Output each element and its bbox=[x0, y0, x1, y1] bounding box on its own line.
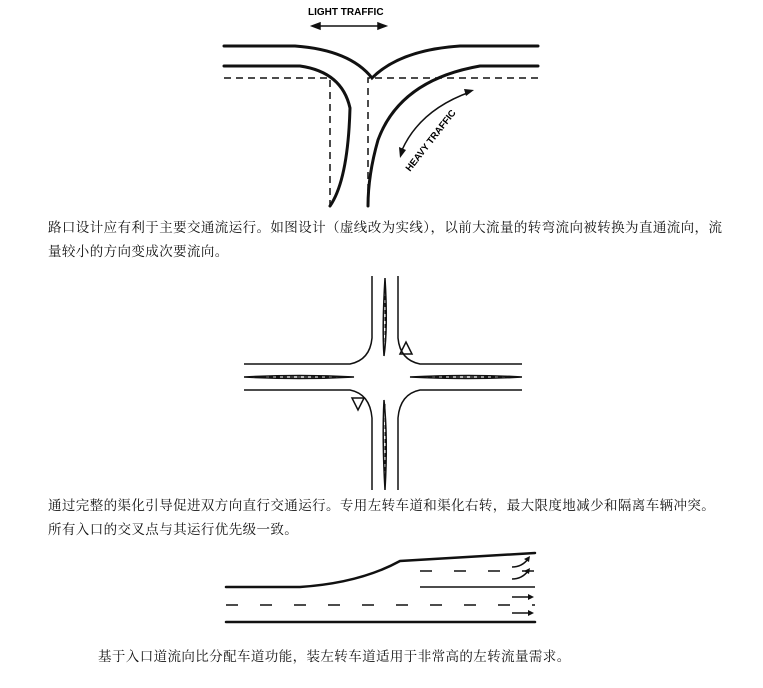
heavy-traffic-label: HEAVY TRAFFIC bbox=[403, 107, 459, 174]
diagram-channelized-intersection bbox=[0, 268, 763, 493]
diagram2-caption: 通过完整的渠化引导促进双方向直行交通运行。专用左转车道和渠化右转，最大限度地减少和隔离车辆冲突。所有入口的交叉点与其运行优先级一致。 bbox=[48, 498, 716, 538]
corner-se bbox=[398, 390, 522, 490]
main-road-right-curve bbox=[368, 66, 538, 206]
diagram-t-intersection bbox=[0, 0, 763, 215]
corner-ne bbox=[398, 276, 522, 364]
main-road-top-edge bbox=[224, 46, 538, 78]
corner-nw bbox=[244, 276, 372, 364]
approach-top-edge bbox=[226, 553, 535, 587]
island-sw bbox=[352, 398, 364, 410]
old-alignment-right-dashed bbox=[368, 78, 538, 206]
diagram1-caption: 路口设计应有利于主要交通流运行。如图设计（虚线改为实线），以前大流量的转弯流向被转换为直通流向，流量较小的方向变成次要流向。 bbox=[48, 220, 723, 260]
old-alignment-left-dashed bbox=[224, 78, 330, 206]
corner-sw bbox=[244, 390, 372, 490]
diagram3-caption: 基于入口道流向比分配车道功能，装左转车道适用于非常高的左转流量需求。 bbox=[98, 649, 571, 665]
diagram-approach-lanes bbox=[0, 545, 763, 630]
left-turn-arrow-2 bbox=[512, 571, 528, 579]
light-traffic-label: LIGHT TRAFFIC bbox=[308, 7, 384, 18]
left-turn-arrow-1 bbox=[512, 559, 528, 567]
main-road-left-curve bbox=[224, 66, 350, 206]
